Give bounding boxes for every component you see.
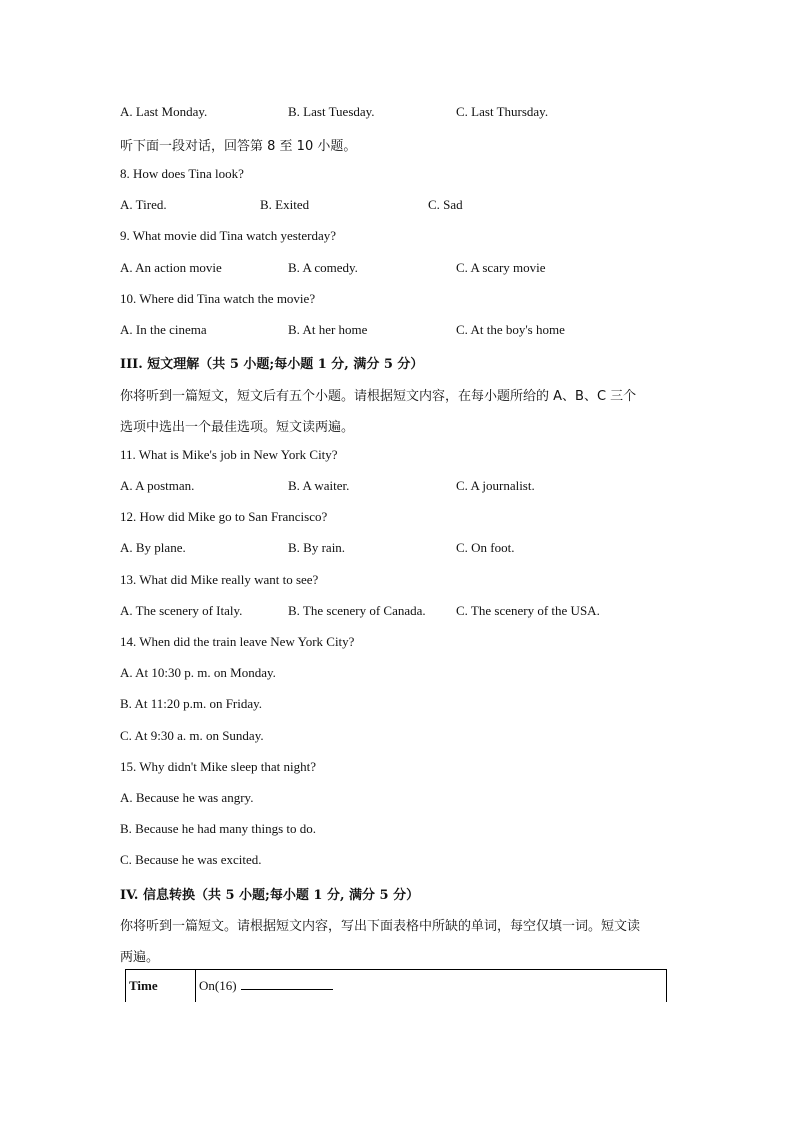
q14-option-c: C. At 9:30 a. m. on Sunday. (120, 728, 264, 743)
q11-option-c: C. A journalist. (456, 478, 535, 493)
q7-option-b: B. Last Tuesday. (288, 104, 375, 119)
section4-instruction-line2: 两遍。 (120, 950, 160, 965)
q14-option-a: A. At 10:30 p. m. on Monday. (120, 665, 276, 680)
q15-stem: 15. Why didn't Mike sleep that night? (120, 759, 316, 774)
q7-option-a: A. Last Monday. (120, 104, 208, 119)
q13-option-a: A. The scenery of Italy. (120, 603, 243, 618)
q15-option-a: A. Because he was angry. (120, 790, 254, 805)
q14-stem: 14. When did the train leave New York City? (120, 634, 355, 649)
q12-option-c: C. On foot. (456, 540, 515, 555)
section4-instruction-line1: 你将听到一篇短文。请根据短文内容，写出下面表格中所缺的单词，每空仅填一词。短文读 (120, 919, 641, 934)
q8-option-c: C. Sad (428, 197, 463, 212)
page-bottom-mask (124, 1002, 672, 1042)
q10-option-b: B. At her home (288, 322, 368, 337)
q14-option-b: B. At 11:20 p.m. on Friday. (120, 696, 263, 711)
section4-heading: IV. 信息转换（共 5 小题;每小题 1 分, 满分 5 分） (120, 888, 420, 903)
q15-option-b: B. Because he had many things to do. (120, 821, 317, 836)
q10-stem: 10. Where did Tina watch the movie? (120, 291, 316, 306)
q9-option-c: C. A scary movie (456, 260, 546, 275)
q13-option-c: C. The scenery of the USA. (456, 603, 600, 618)
section3-instruction-line2: 选项中选出一个最佳选项。短文读两遍。 (120, 420, 355, 435)
q10-option-c: C. At the boy's home (456, 322, 565, 337)
q11-option-a: A. A postman. (120, 478, 195, 493)
q9-option-b: B. A comedy. (288, 260, 358, 275)
q7-option-c: C. Last Thursday. (456, 104, 549, 119)
answer-blank-16[interactable] (241, 979, 333, 990)
q10-option-a: A. In the cinema (120, 322, 207, 337)
q9-stem: 9. What movie did Tina watch yesterday? (120, 228, 337, 243)
section3-instruction-line1: 你将听到一篇短文，短文后有五个小题。请根据短文内容，在每小题所给的 A、B、C 三个 (120, 389, 637, 404)
q8-option-b: B. Exited (260, 197, 310, 212)
q13-option-b: B. The scenery of Canada. (288, 603, 426, 618)
section3-heading: III. 短文理解（共 5 小题;每小题 1 分, 满分 5 分） (120, 357, 424, 372)
q12-option-b: B. By rain. (288, 540, 346, 555)
table-label-time: Time (126, 970, 196, 1003)
q12-option-a: A. By plane. (120, 540, 186, 555)
q12-stem: 12. How did Mike go to San Francisco? (120, 509, 328, 524)
q15-option-c: C. Because he was excited. (120, 852, 262, 867)
table-value-prefix: On(16) (199, 978, 237, 993)
q8-option-a: A. Tired. (120, 197, 167, 212)
table-row (126, 970, 667, 1003)
q11-option-b: B. A waiter. (288, 478, 350, 493)
q13-stem: 13. What did Mike really want to see? (120, 572, 319, 587)
instruction-8-10: 听下面一段对话，回答第 8 至 10 小题。 (120, 139, 357, 154)
q9-option-a: A. An action movie (120, 260, 222, 275)
table-value-time (196, 970, 667, 1003)
q8-stem: 8. How does Tina look? (120, 166, 244, 181)
q11-stem: 11. What is Mike's job in New York City? (120, 447, 338, 462)
